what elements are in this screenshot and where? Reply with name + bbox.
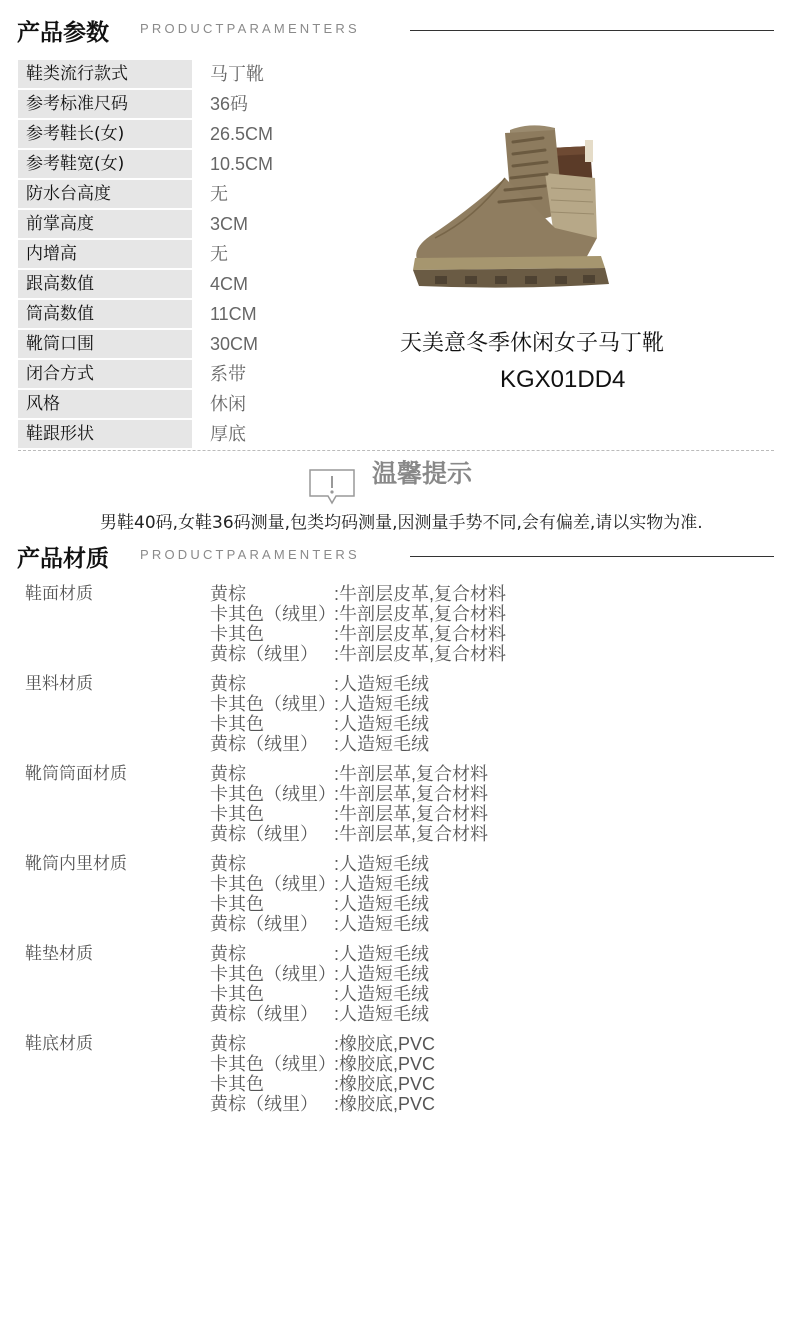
material-value: :牛剖层皮革,复合材料 [334,644,507,664]
material-row [210,894,429,914]
material-value: :人造短毛绒 [334,944,430,964]
param-value: 无 [210,244,228,264]
material-value: :人造短毛绒 [334,964,430,984]
material-value: :牛剖层皮革,复合材料 [334,624,507,644]
material-color: 黄棕（绒里） [210,1004,318,1025]
material-label: 靴筒筒面材质 [25,764,127,784]
material-label: 鞋面材质 [25,584,93,604]
exclamation-icon [308,468,356,506]
material-row [210,734,429,754]
material-row [210,804,488,824]
param-value: 26.5CM [210,124,274,144]
param-key: 前掌高度 [18,210,192,238]
material-value: :人造短毛绒 [334,734,430,754]
material-color: 卡其色（绒里） [210,964,336,985]
material-color: 黄棕 [210,944,246,965]
material-color: 卡其色 [210,984,264,1005]
material-row [210,914,429,934]
param-value: 休闲 [210,394,246,414]
material-group [25,944,725,1034]
material-color: 卡其色 [210,894,264,915]
material-color: 卡其色（绒里） [210,694,336,715]
material-color: 卡其色 [210,1074,264,1095]
material-row [210,964,429,984]
material-row [210,674,429,694]
material-row [210,644,506,664]
param-value: 无 [210,184,228,204]
material-color: 黄棕（绒里） [210,734,318,755]
material-value: :牛剖层革,复合材料 [334,804,489,824]
material-value: :人造短毛绒 [334,674,430,694]
material-value: :牛剖层革,复合材料 [334,764,489,784]
material-color: 黄棕（绒里） [210,914,318,935]
material-value: :牛剖层革,复合材料 [334,824,489,844]
material-row [210,854,429,874]
param-key: 筒高数值 [18,300,192,328]
param-row [18,120,288,150]
dashed-divider [18,450,774,451]
param-row [18,300,288,330]
param-key: 风格 [18,390,192,418]
material-color: 黄棕 [210,854,246,875]
material-value: :人造短毛绒 [334,854,430,874]
material-row [210,1074,435,1094]
material-value: :人造短毛绒 [334,874,430,894]
param-key: 参考鞋宽(女) [18,150,192,178]
material-color: 卡其色（绒里） [210,1054,336,1075]
material-label: 里料材质 [25,674,93,694]
material-value: :人造短毛绒 [334,984,430,1004]
material-row [210,784,488,804]
param-key: 跟高数值 [18,270,192,298]
tip-title: 温馨提示 [372,459,473,488]
material-value: :橡胶底,PVC [334,1094,436,1114]
material-color: 卡其色 [210,714,264,735]
material-color: 黄棕 [210,674,246,695]
product-boot-image [405,118,620,293]
param-value: 厚底 [210,424,246,444]
material-color: 卡其色（绒里） [210,874,336,895]
param-key: 参考标准尺码 [18,90,192,118]
material-row [210,694,429,714]
param-key: 鞋类流行款式 [18,60,192,88]
material-value: :人造短毛绒 [334,1004,430,1024]
material-color: 黄棕 [210,764,246,785]
section-header-params [0,6,790,46]
material-row [210,1034,435,1054]
material-row [210,824,488,844]
material-color: 黄棕（绒里） [210,644,318,665]
param-key: 闭合方式 [18,360,192,388]
param-value: 11CM [210,304,257,324]
param-row [18,330,288,360]
param-value: 马丁靴 [210,64,264,84]
divider-line [410,30,774,31]
material-row [210,1054,435,1074]
section-subtitle: PRODUCTPARAMENTERS [140,547,360,562]
param-row [18,60,288,90]
material-label: 鞋垫材质 [25,944,93,964]
material-value: :牛剖层皮革,复合材料 [334,584,507,604]
param-row [18,360,288,390]
material-row [210,874,429,894]
section-title: 产品参数 [17,20,109,46]
param-row [18,240,288,270]
material-row [210,604,506,624]
param-value: 3CM [210,214,249,234]
params-table [18,60,288,450]
param-value: 36码 [210,94,249,114]
material-color: 黄棕（绒里） [210,824,318,845]
tip-text: 男鞋40码,女鞋36码测量,包类均码测量,因测量手势不同,会有偏差,请以实物为准. [100,513,703,533]
material-row [210,984,429,1004]
param-row [18,210,288,240]
material-color: 卡其色（绒里） [210,604,336,625]
material-value: :牛剖层革,复合材料 [334,784,489,804]
material-value: :人造短毛绒 [334,894,430,914]
param-key: 鞋跟形状 [18,420,192,448]
section-title: 产品材质 [17,546,109,572]
param-row [18,390,288,420]
material-row [210,624,506,644]
param-row [18,270,288,300]
material-color: 卡其色（绒里） [210,784,336,805]
material-color: 黄棕 [210,1034,246,1055]
material-label: 鞋底材质 [25,1034,93,1054]
param-key: 防水台高度 [18,180,192,208]
param-value: 系带 [210,364,246,384]
material-group [25,674,725,764]
product-code: KGX01DD4 [500,366,626,393]
material-row [210,714,429,734]
divider-line [410,556,774,557]
material-row [210,584,506,604]
param-row [18,420,288,450]
material-value: :橡胶底,PVC [334,1054,436,1074]
param-row [18,90,288,120]
material-color: 黄棕（绒里） [210,1094,318,1115]
section-header-materials [0,532,790,572]
material-group [25,854,725,944]
material-row [210,1094,435,1114]
section-subtitle: PRODUCTPARAMENTERS [140,21,360,36]
material-row [210,944,429,964]
material-value: :橡胶底,PVC [334,1074,436,1094]
material-group [25,1034,725,1124]
material-value: :牛剖层皮革,复合材料 [334,604,507,624]
param-row [18,150,288,180]
material-group [25,584,725,674]
param-value: 10.5CM [210,154,274,174]
material-label: 靴筒内里材质 [25,854,127,874]
material-value: :人造短毛绒 [334,714,430,734]
product-name: 天美意冬季休闲女子马丁靴 [400,331,665,356]
param-value: 4CM [210,274,249,294]
param-row [18,180,288,210]
param-key: 参考鞋长(女) [18,120,192,148]
material-value: :人造短毛绒 [334,694,430,714]
materials-list [25,584,725,1124]
material-row [210,764,488,784]
material-row [210,1004,429,1024]
material-color: 卡其色 [210,624,264,645]
material-group [25,764,725,854]
param-key: 靴筒口围 [18,330,192,358]
material-value: :人造短毛绒 [334,914,430,934]
material-color: 黄棕 [210,584,246,605]
param-value: 30CM [210,334,259,354]
material-color: 卡其色 [210,804,264,825]
material-value: :橡胶底,PVC [334,1034,436,1054]
param-key: 内增高 [18,240,192,268]
